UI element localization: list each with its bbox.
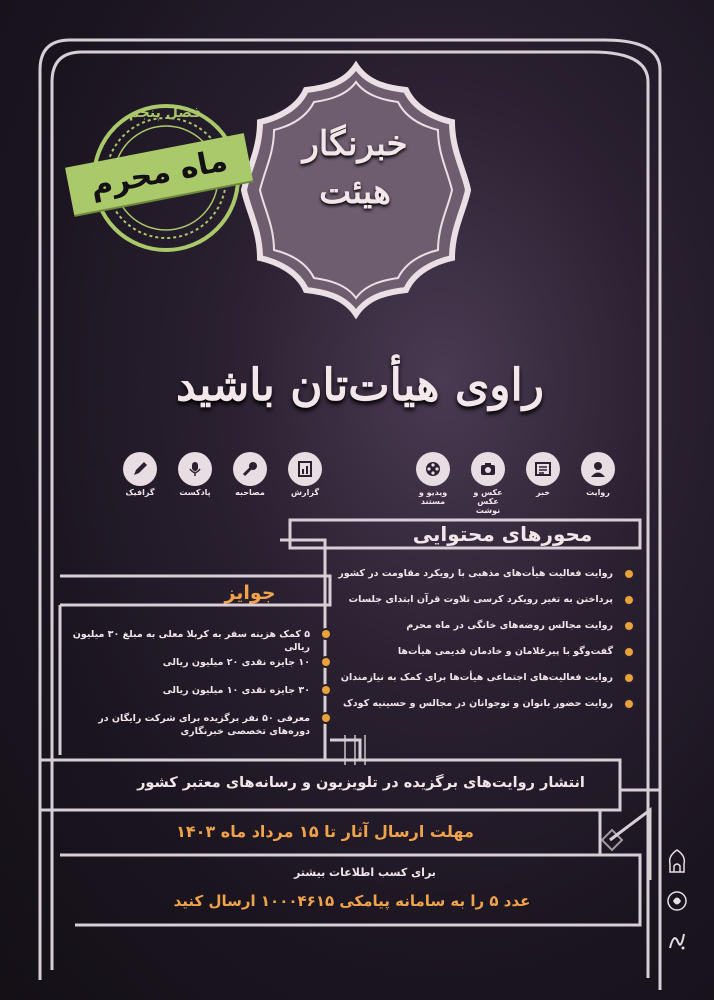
person-icon [589, 460, 607, 478]
content-type-icons [0, 452, 714, 522]
list-item [335, 568, 633, 594]
topics-list [335, 568, 633, 724]
prizes-title: جوایز [224, 582, 276, 604]
list-item [62, 628, 330, 656]
deadline-notice: مهلت ارسال آثار تا ۱۵ مرداد ماه ۱۴۰۳ [176, 822, 474, 841]
microphone-icon [241, 460, 259, 478]
icon-label: ویدیو و مستند [418, 488, 448, 506]
bullet-icon [625, 570, 633, 578]
news-icon [534, 460, 552, 478]
publish-notice: انتشار روایت‌های برگزیده در تلویزیون و رسانه‌های معتبر کشور [137, 775, 585, 791]
emblem-line-2: هیئت [319, 172, 391, 212]
icon-item [120, 452, 160, 497]
list-item [62, 712, 330, 740]
topic-text: روایت فعالیت هیأت‌های مذهبی با رویکرد مقاومت در کشور [338, 568, 613, 579]
pencil-icon [131, 460, 149, 478]
list-item [62, 656, 330, 684]
icon-item [413, 452, 453, 506]
icon-label: گرافیک [125, 488, 155, 497]
icon-item [175, 452, 215, 497]
sms-instruction: عدد ۵ را به سامانه پیامکی ۱۰۰۰۴۶۱۵ ارسال کنید [173, 892, 531, 910]
topic-text: گفت‌وگو با پیرغلامان و خادمان قدیمی هیأت‌ها [397, 646, 613, 657]
icon-label: عکس و عکس نوشت [473, 488, 503, 515]
icon-item [468, 452, 508, 515]
list-item [335, 594, 633, 620]
bullet-icon [625, 596, 633, 604]
icon-label: مصاحبه [235, 488, 265, 497]
list-item [335, 620, 633, 646]
slogan: راوی هیأت‌تان باشید [176, 360, 544, 411]
icon-label: پادکست [179, 488, 211, 497]
topic-text: روایت حضور بانوان و نوجوانان در مجالس و حسینیه کودک [343, 698, 613, 709]
camera-icon [479, 460, 497, 478]
bullet-icon [322, 658, 330, 666]
icon-item [230, 452, 270, 497]
icon-label: گزارش [290, 488, 319, 497]
bullet-icon [625, 700, 633, 708]
icon-item [285, 452, 325, 497]
bullet-icon [625, 648, 633, 656]
bullet-icon [322, 630, 330, 638]
bullet-icon [322, 714, 330, 722]
seal-season-text: فصل پنجم [128, 105, 202, 121]
icon-label: روایت [586, 488, 610, 497]
icon-label: خبر [535, 488, 550, 497]
report-icon [296, 460, 314, 478]
topics-title: محورهای محتوایی [412, 522, 593, 546]
calligraphy-logo-icon [666, 928, 688, 954]
list-item [335, 672, 633, 698]
prize-text: ۱۰ جایزه نقدی ۲۰ میلیون ریالی [162, 657, 310, 668]
prizes-list [62, 628, 330, 740]
info-intro: برای کسب اطلاعات بیشتر [294, 866, 436, 879]
topic-text: روایت فعالیت‌های اجتماعی هیأت‌ها برای کمک به نیازمندان [340, 672, 613, 683]
emblem-title [285, 120, 425, 216]
emblem-line-1: خبرنگار [302, 124, 408, 164]
emblem-logo-icon [666, 888, 688, 914]
bullet-icon [625, 674, 633, 682]
list-item [335, 646, 633, 672]
seal-month-banner: ماه محرم [65, 133, 253, 215]
list-item [62, 684, 330, 712]
podcast-mic-icon [186, 460, 204, 478]
prize-text: ۵ کمک هزینه سفر به کربلا معلی به مبلغ ۳۰ میلیون ریالی [72, 629, 310, 653]
mosque-logo-icon [666, 848, 688, 874]
topic-text: روایت مجالس روضه‌های خانگی در ماه محرم [406, 620, 613, 631]
bullet-icon [322, 686, 330, 694]
prize-text: ۳۰ جایزه نقدی ۱۰ میلیون ریالی [162, 685, 310, 696]
sponsor-logos [666, 848, 698, 968]
prize-text: معرفی ۵۰ نفر برگزیده برای شرکت رایگان در دوره‌های تخصصی خبرنگاری [98, 713, 310, 737]
list-item [335, 698, 633, 724]
icon-item [578, 452, 618, 497]
icon-item [523, 452, 563, 497]
topic-text: پرداختن به تغیر رویکرد کرسی تلاوت قرآن ابتدای جلسات [348, 594, 613, 605]
film-reel-icon [424, 460, 442, 478]
bullet-icon [625, 622, 633, 630]
